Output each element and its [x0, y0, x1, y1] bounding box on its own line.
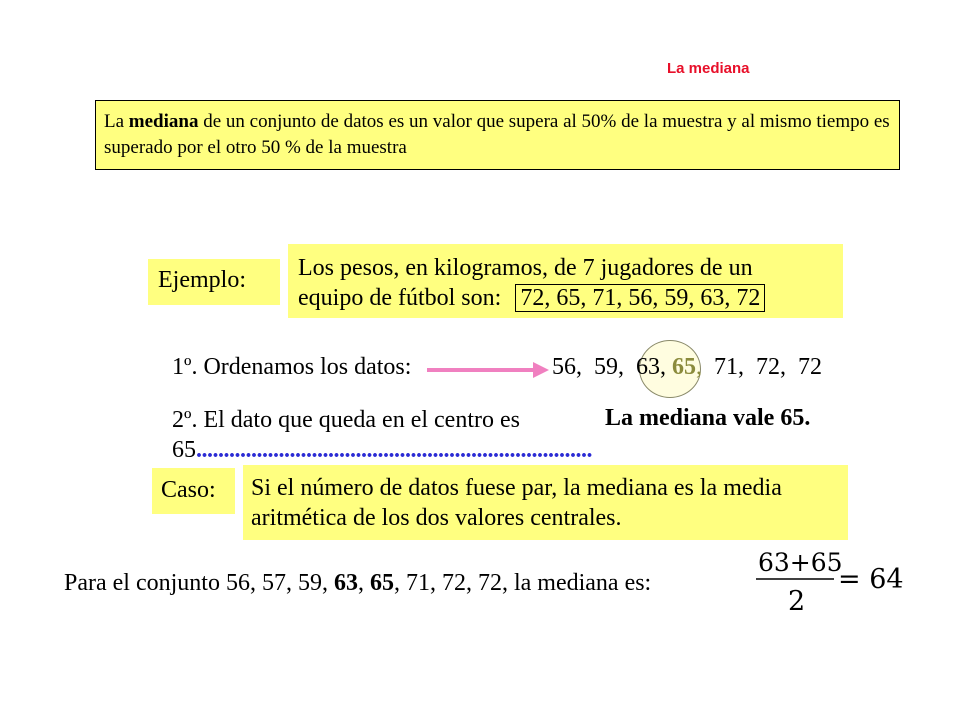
example-data: 72, 65, 71, 56, 59, 63, 72	[515, 284, 765, 312]
even-set-part-2: , 71, 72, 72, la mediana es:	[393, 570, 652, 596]
definition-box	[95, 100, 900, 170]
sorted-after: 71, 72, 72	[702, 354, 822, 380]
formula-denominator: 2	[788, 586, 806, 617]
dotted-line: ........................................................................	[196, 437, 592, 463]
sorted-median-comma: ,	[696, 354, 702, 380]
example-line-1: Los pesos, en kilogramos, de 7 jugadores de un	[298, 255, 753, 281]
sorted-data	[552, 354, 822, 381]
even-set-value-65: 65	[369, 570, 394, 596]
definition-term: mediana	[128, 111, 199, 132]
median-formula	[750, 538, 910, 618]
page-title: La mediana	[667, 60, 750, 77]
definition-text: de un conjunto de datos es un valor que supera al 50% de la muestra y al mismo tiempo es superado por el otro 50 % de la muestra	[104, 111, 890, 158]
definition-prefix: La	[104, 111, 129, 132]
median-result: La mediana vale 65.	[605, 405, 811, 431]
sorted-median-value: 65	[672, 354, 696, 380]
example-label: Ejemplo:	[148, 259, 280, 305]
formula-result: = 64	[838, 564, 904, 595]
sorted-before: 56, 59, 63,	[552, 354, 672, 380]
right-arrow-icon	[425, 359, 550, 381]
case-box: Si el número de datos fuese par, la mediana es la media aritmética de los dos valores centrales.	[243, 465, 848, 540]
step-2-sentence: 2º. El dato que queda en el centro es 65	[172, 407, 520, 463]
step-2-text	[172, 405, 592, 465]
even-set-sentence	[64, 570, 651, 597]
step-1-text: 1º. Ordenamos los datos:	[172, 354, 412, 380]
case-label: Caso:	[152, 468, 235, 514]
even-set-part-1: Para el conjunto 56, 57, 59,	[64, 570, 334, 596]
example-line-2-text: equipo de fútbol son:	[298, 285, 502, 311]
example-box	[288, 244, 843, 318]
even-set-separator: ,	[357, 570, 370, 596]
formula-numerator: 63+65	[758, 548, 843, 577]
even-set-value-63: 63	[333, 570, 358, 596]
example-line-2	[298, 283, 833, 313]
